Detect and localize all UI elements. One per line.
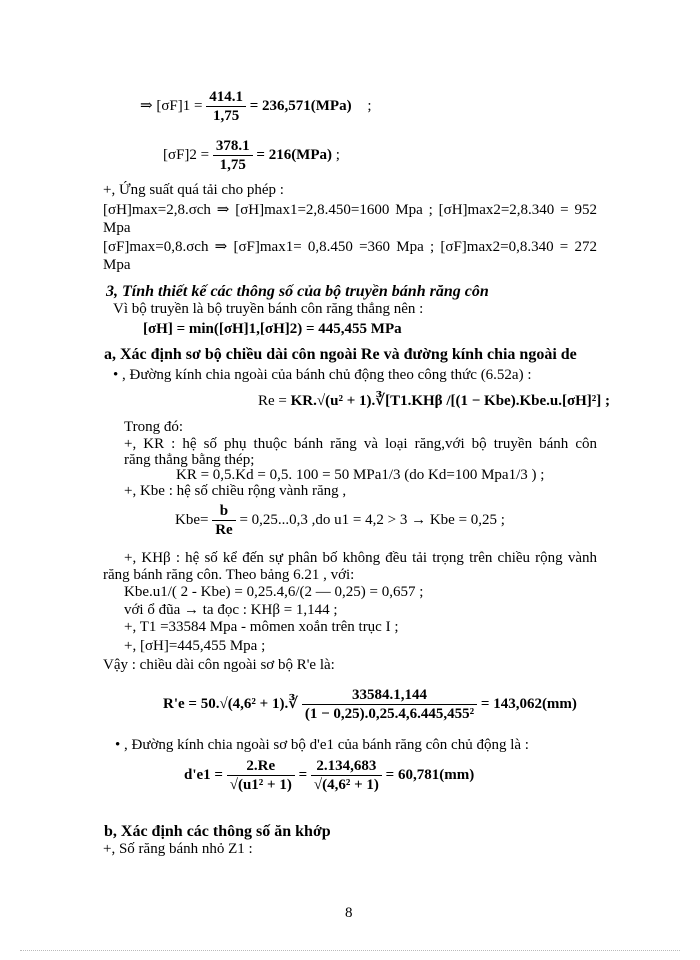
page-number: 8 (345, 905, 353, 921)
khb-line-3: Kbe.u1/( 2 - Kbe) = 0,25.4,6/(2 — 0,25) = 0,657 ; (124, 584, 424, 600)
sigma-f2-formula: [σF]2 = $\frac{378.1}{1,75}$ = 216(MPa) ; (163, 138, 340, 173)
sigma-f-max-line: [σF]max=0,8.σch ⇒ [σF]max1= 0,8.450 =360 Mpa ; [σF]max2=0,8.340 = 272 (103, 239, 597, 255)
section-a-title: a, Xác định sơ bộ chiều dài côn ngoài Re và đường kính chia ngoài de (104, 346, 577, 363)
kr-line-2: răng thẳng bằng thép; (124, 452, 255, 468)
khb-line-1: +, KHβ : hệ số kể đến sự phân bố không đều tải trọng trên chiều rộng vành (124, 550, 597, 566)
sigma-f1-formula: ⇒ [σF]1 = $\frac{414.1}{1,75}$ = 236,571(MPa) ; (140, 89, 372, 124)
sigma-h-min-formula: [σH] = min([σH]1,[σH]2) = 445,455 MPa (143, 321, 402, 337)
bullet-de: • , Đường kính chia ngoài của bánh chủ động theo công thức (6.52a) : (113, 367, 532, 383)
re-prime-formula: R'e = 50.√(4,6² + 1).∛ $\frac{33584.1,144}{\text{(1 − 0,25).0,25.4,6.445,455²}}$ = 143,062(mm) (163, 687, 577, 722)
sigma-f1-fraction: $\frac{414.1}{1,75}$ (206, 88, 246, 125)
sigma-h-line: +, [σH]=445,455 Mpa ; (124, 638, 266, 654)
sigma-f2-fraction: $\frac{378.1}{1,75}$ (213, 137, 253, 174)
conclusion-line: Vậy : chiều dài côn ngoài sơ bộ R'e là: (103, 657, 335, 673)
re-prime-fraction: $\frac{33584.1,144}{\text{(1 − 0,25).0,25.4,6.445,455²}}$ (302, 686, 477, 723)
bullet-de1: • , Đường kính chia ngoài sơ bộ d'e1 của bánh răng côn chủ động là : (115, 737, 529, 753)
re-formula: Re = KR.√(u² + 1).∛[T1.KHβ /[(1 − Kbe).Kbe.u.[σH]²] ; (258, 393, 611, 409)
kbe-formula: Kbe= $\frac{b}{Re}$ = 0,25...0,3 ,do u1 = 4,2 > 3 → Kbe = 0,25 ; (175, 503, 505, 538)
kr-line-1: +, KR : hệ số phụ thuộc bánh răng và loại răng,với bộ truyền bánh côn (124, 436, 597, 452)
sigma-h-max-unit: Mpa (103, 220, 131, 236)
sigma-f-max-unit: Mpa (103, 257, 131, 273)
khb-line-2: răng bánh răng côn. Theo bảng 6.21 , với: (103, 567, 355, 583)
page-bottom-divider (20, 950, 680, 951)
khb-line-4: với ổ đũa → ta đọc : KHβ = 1,144 ; (124, 602, 338, 618)
sigma-h-max-line: [σH]max=2,8.σch ⇒ [σH]max1=2,8.450=1600 Mpa ; [σH]max2=2,8.340 = 952 (103, 202, 597, 218)
kbe-fraction: $\frac{b}{Re}$ (212, 502, 236, 539)
kbe-line-1: +, Kbe : hệ số chiều rộng vành răng , (124, 483, 347, 499)
kr-line-3: KR = 0,5.Kd = 0,5. 100 = 50 MPa1/3 (do Kd=100 Mpa1/3 ) ; (176, 467, 545, 483)
trong-do-label: Trong đó: (124, 419, 184, 435)
section-3-title: 3, Tính thiết kế các thông số của bộ truyền bánh răng côn (106, 283, 489, 300)
overload-heading: +, Ứng suất quá tải cho phép : (103, 182, 284, 198)
z1-line: +, Số răng bánh nhỏ Z1 : (103, 841, 253, 857)
section-b-title: b, Xác định các thông số ăn khớp (104, 823, 331, 840)
t1-line: +, T1 =33584 Mpa - mômen xoắn trên trục I ; (124, 619, 399, 635)
section-3-intro: Vì bộ truyền là bộ truyền bánh côn răng thẳng nên : (113, 301, 424, 317)
de1-fraction-2: $\frac{2.134,683}{\text{√(4,6² + 1)}}$ (311, 757, 382, 794)
de1-formula: d'e1 = $\frac{2.Re}{\text{√(u1² + 1)}}$ = $\frac{2.134,683}{\text{√(4,6² + 1)}}$ = 60,781(mm) (184, 758, 475, 793)
de1-fraction-1: $\frac{2.Re}{\text{√(u1² + 1)}}$ (227, 757, 295, 794)
